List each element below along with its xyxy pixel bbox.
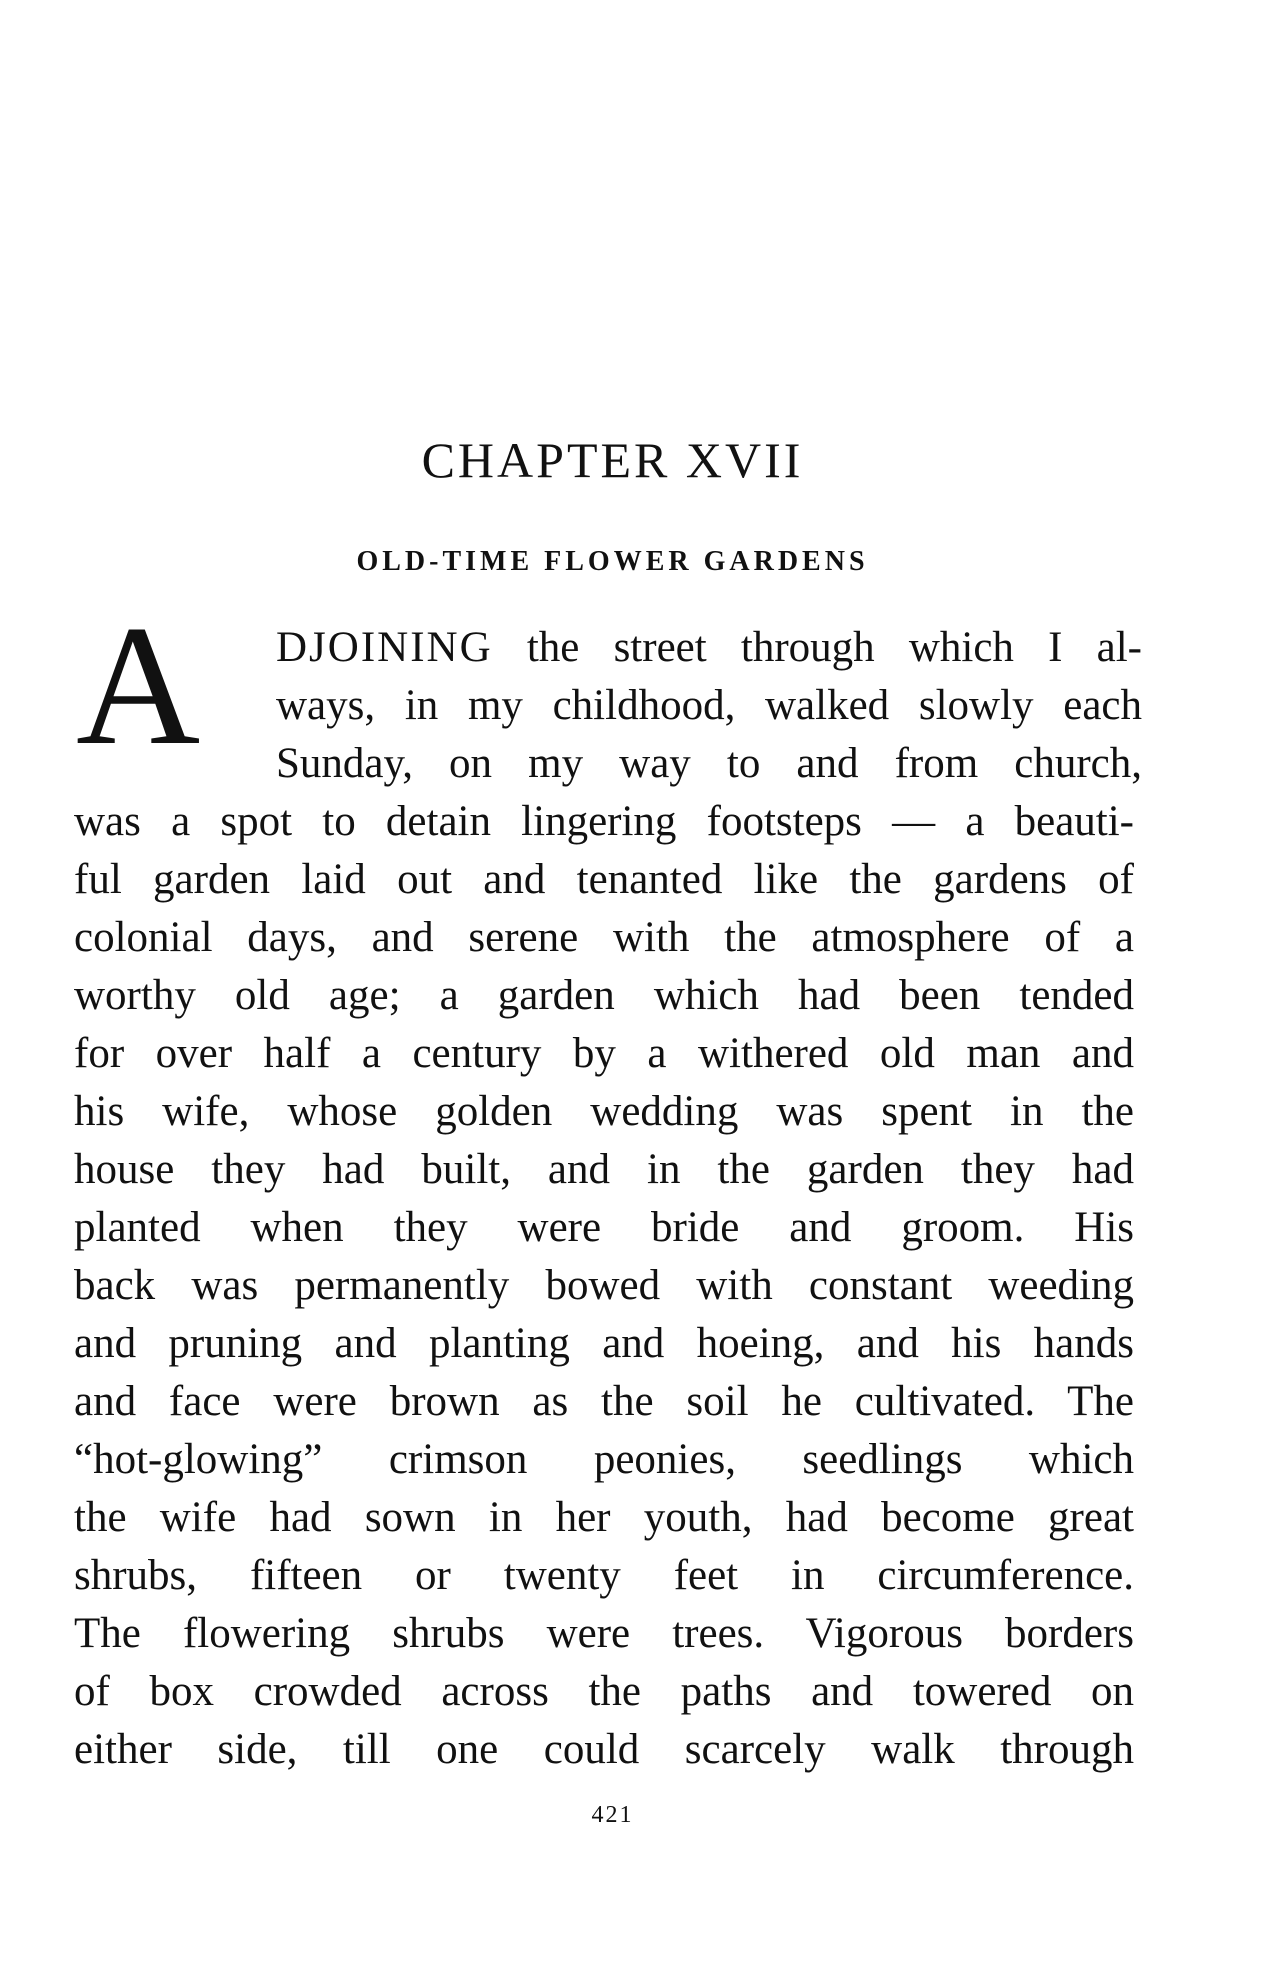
body-line-6: colonial days, and serene with the atmosphere of a [74,914,1134,961]
first-word-small-caps: DJOINING [276,624,493,671]
body-line-9: his wife, whose golden wedding was spent in the [74,1088,1134,1135]
body-line-14: and face were brown as the soil he cultivated. The [74,1378,1134,1425]
body-line-1 [276,622,1142,674]
body-line-4: was a spot to detain lingering footsteps — a beauti- [74,798,1134,845]
body-line-19: of box crowded across the paths and towered on [74,1668,1134,1715]
body-line-8: for over half a century by a withered old man and [74,1030,1134,1077]
body-line-2: ways, in my childhood, walked slowly each [276,682,1142,729]
body-line-10: house they had built, and in the garden they had [74,1146,1134,1193]
body-line-20: either side, till one could scarcely walk through [74,1726,1134,1773]
body-line-12: back was permanently bowed with constant weeding [74,1262,1134,1309]
body-line-11: planted when they were bride and groom. His [74,1204,1134,1251]
body-line-1-text: the street through which I al- [492,624,1142,671]
body-line-13: and pruning and planting and hoeing, and his hands [74,1320,1134,1367]
body-line-16: the wife had sown in her youth, had become great [74,1494,1134,1541]
chapter-subtitle: OLD-TIME FLOWER GARDENS [356,546,869,577]
body-line-7: worthy old age; a garden which had been tended [74,972,1134,1019]
drop-cap: A [76,591,201,781]
body-line-17: shrubs, fifteen or twenty feet in circumference. [74,1552,1134,1599]
page-number: 421 [591,1802,634,1828]
chapter-heading: CHAPTER XVII [421,432,804,488]
body-line-18: The flowering shrubs were trees. Vigorous borders [74,1610,1134,1657]
body-line-3: Sunday, on my way to and from church, [276,740,1142,787]
body-line-15: “hot-glowing” crimson peonies, seedlings which [74,1436,1134,1483]
body-line-5: ful garden laid out and tenanted like the gardens of [74,856,1134,903]
